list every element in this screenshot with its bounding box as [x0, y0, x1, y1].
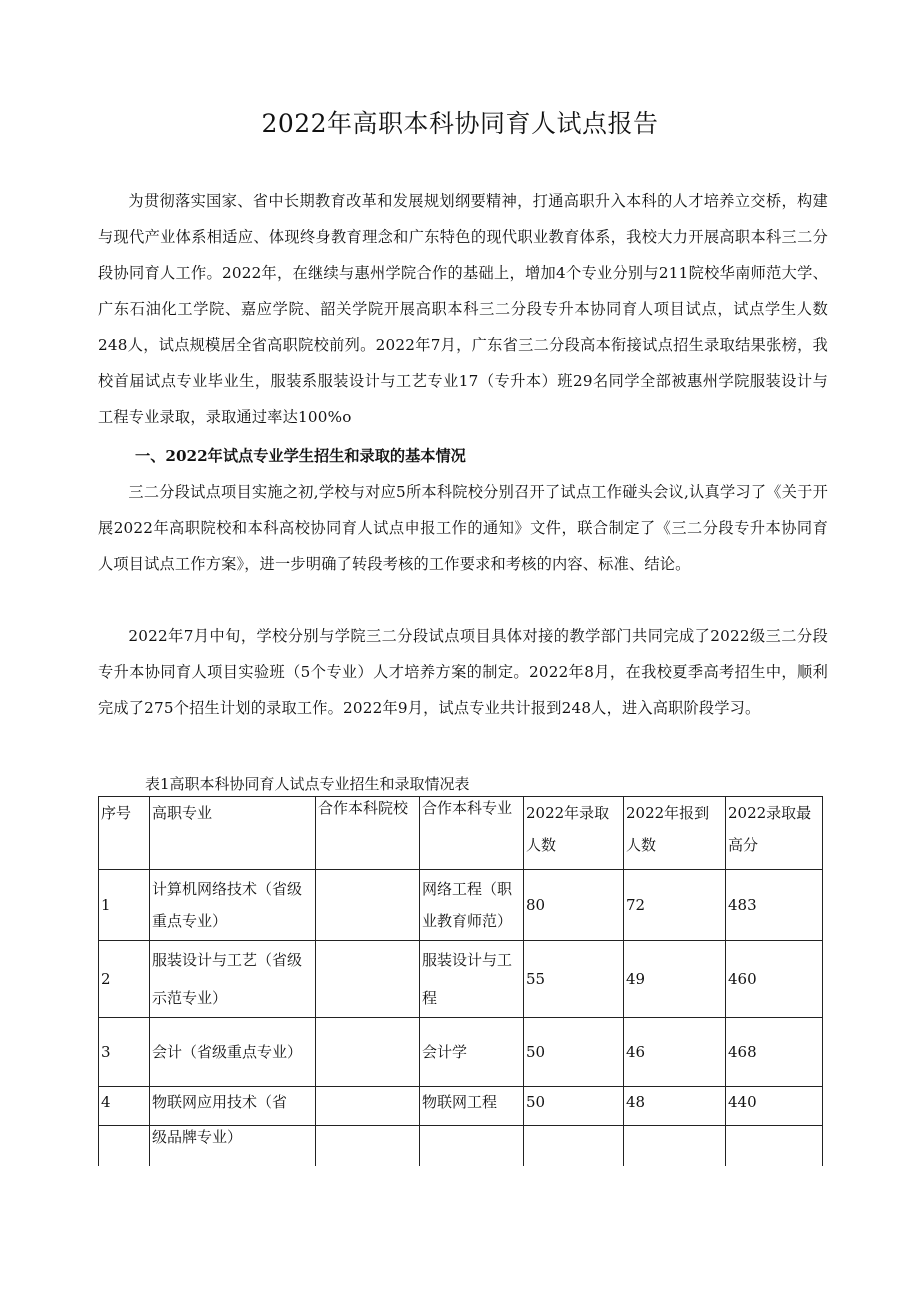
- header-cell: 高职专业: [150, 797, 316, 870]
- table-cell: 服装设计与工艺（省级示范专业）: [150, 941, 316, 1018]
- table-cell: 4: [99, 1087, 150, 1126]
- table-cell: [316, 1087, 420, 1126]
- table-cell: [316, 1018, 420, 1087]
- table-cell: 72: [624, 870, 726, 941]
- table-cell: 计算机网络技术（省级重点专业）: [150, 870, 316, 941]
- header-cell: 2022年报到人数: [624, 797, 726, 870]
- table-cell: 网络工程（职业教育师范）: [420, 870, 524, 941]
- table-cell: 50: [524, 1087, 624, 1126]
- table-cell: 级品牌专业）: [150, 1126, 316, 1167]
- table-cell: 49: [624, 941, 726, 1018]
- table-cell: 物联网工程: [420, 1087, 524, 1126]
- table-row: [99, 1087, 823, 1126]
- document-title: 2022年高职本科协同育人试点报告: [261, 109, 659, 138]
- table-cell: 1: [99, 870, 150, 941]
- header-cell: 合作本科专业: [420, 797, 524, 870]
- section-paragraph-2: [98, 618, 828, 726]
- table-row: [99, 870, 823, 941]
- table-cell: 483: [726, 870, 823, 941]
- table-cell: 55: [524, 941, 624, 1018]
- table-cell: 3: [99, 1018, 150, 1087]
- table-cell: [316, 870, 420, 941]
- table-cell: [524, 1126, 624, 1167]
- table-cell: [726, 1126, 823, 1167]
- table-cell: 46: [624, 1018, 726, 1087]
- table-cell: 440: [726, 1087, 823, 1126]
- table-cell: 会计（省级重点专业）: [150, 1018, 316, 1087]
- table-cell: 50: [524, 1018, 624, 1087]
- table-row: [99, 1018, 823, 1087]
- intro-paragraph: [98, 183, 828, 435]
- section-paragraph-2-text: 2022年7月中旬，学校分别与学院三二分段试点项目具体对接的教学部门共同完成了2022级三二分段专升本协同育人项目实验班（5个专业）人才培养方案的制定。2022年8月，在我校夏季高考招生中，顺利完成了275个招生计划的录取工作。2022年9月，试点专业共计报到248人，进入高职阶段学习。: [98, 627, 828, 717]
- enrollment-table: [98, 796, 823, 1166]
- table-cell: 468: [726, 1018, 823, 1087]
- table-cell: 2: [99, 941, 150, 1018]
- header-cell: 2022年录取人数: [524, 797, 624, 870]
- section-heading: 一、2022年试点专业学生招生和录取的基本情况: [135, 447, 466, 465]
- table-row: [99, 941, 823, 1018]
- table-row: [99, 1126, 823, 1167]
- intro-text: 为贯彻落实国家、省中长期教育改革和发展规划纲要精神，打通高职升入本科的人才培养立交桥，构建与现代产业体系相适应、体现终身教育理念和广东特色的现代职业教育体系，我校大力开展高职本科三二分段协同育人工作。2022年，在继续与惠州学院合作的基础上，增加4个专业分别与211院校华南师范大学、广东石油化工学院、嘉应学院、韶关学院开展高职本科三二分段专升本协同育人项目试点，试点学生人数248人，试点规模居全省高职院校前列。2022年7月，广东省三二分段高本衔接试点招生录取结果张榜，我校首届试点专业毕业生，服装系服装设计与工艺专业17（专升本）班29名同学全部被惠州学院服装设计与工程专业录取，录取通过率达100%o: [98, 192, 828, 426]
- table-cell: 460: [726, 941, 823, 1018]
- header-cell: 2022录取最高分: [726, 797, 823, 870]
- table-cell: [420, 1126, 524, 1167]
- table-caption: 表1高职本科协同育人试点专业招生和录取情况表: [145, 775, 470, 793]
- table-cell: 80: [524, 870, 624, 941]
- table-cell: [316, 1126, 420, 1167]
- table-cell: 48: [624, 1087, 726, 1126]
- table-header-row: [99, 797, 823, 870]
- header-cell: 合作本科院校: [316, 797, 420, 870]
- table-cell: 服装设计与工程: [420, 941, 524, 1018]
- table-cell: 会计学: [420, 1018, 524, 1087]
- section-paragraph-1: [98, 474, 828, 582]
- section-paragraph-1-text: 三二分段试点项目实施之初,学校与对应5所本科院校分别召开了试点工作碰头会议,认真学习了《关于开展2022年高职院校和本科高校协同育人试点申报工作的通知》文件，联合制定了《三二分段专升本协同育人项目试点工作方案》，进一步明确了转段考核的工作要求和考核的内容、标准、结论。: [98, 483, 828, 573]
- table-cell: 物联网应用技术（省: [150, 1087, 316, 1126]
- header-cell: 序号: [99, 797, 150, 870]
- table-cell: [624, 1126, 726, 1167]
- table-cell: [316, 941, 420, 1018]
- table-cell: [99, 1126, 150, 1167]
